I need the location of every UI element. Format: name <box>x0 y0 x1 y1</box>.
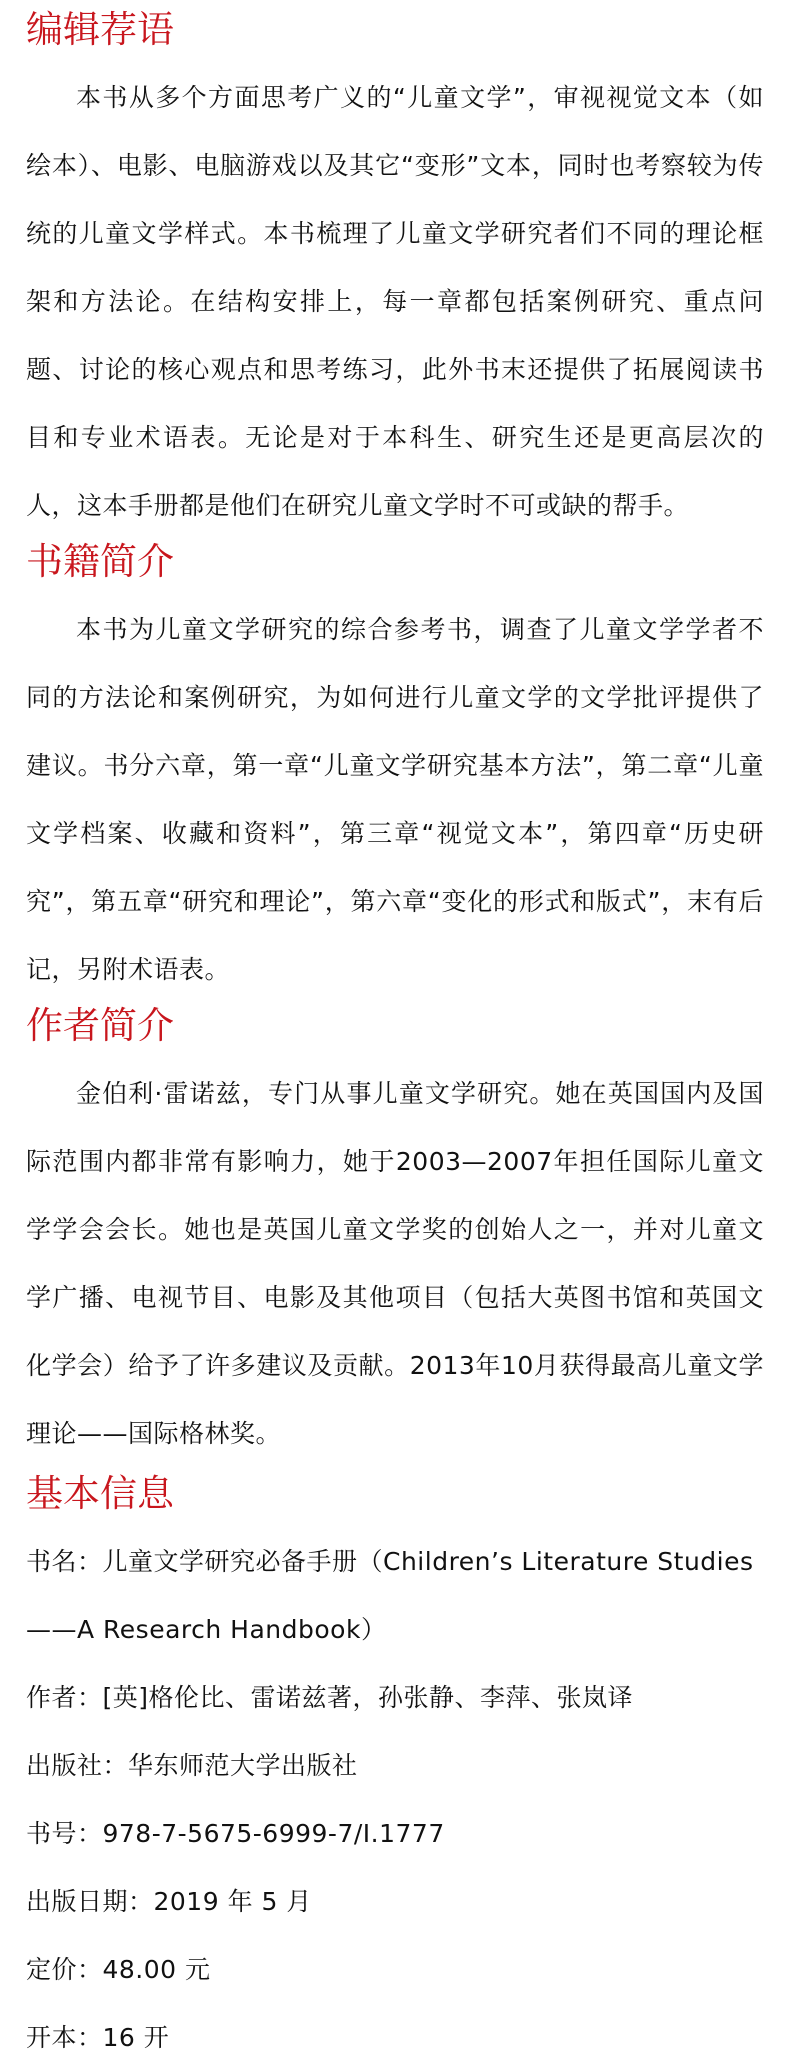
section-title-book-intro: 书籍简介 <box>26 540 174 583</box>
editor-recommendation-text: 本书从多个方面思考广义的“儿童文学”，审视视觉文本（如绘本）、电影、电脑游戏以及其它“变形”文本，同时也考察较为传统的儿童文学样式。本书梳理了儿童文学研究者们不同的理论框架和方法论。在结构安排上，每一章都包括案例研究、重点问题、讨论的核心观点和思考练习，此外书末还提供了拓展阅读书目和专业术语表。无论是对于本科生、研究生还是更高层次的人，这本手册都是他们在研究儿童文学时不可或缺的帮手。 <box>26 83 764 520</box>
info-isbn: 书号：978-7-5675-6999-7/I.1777 <box>26 1819 445 1848</box>
section-title-editor-recommendation: 编辑荐语 <box>26 8 174 51</box>
book-intro-text: 本书为儿童文学研究的综合参考书，调查了儿童文学学者不同的方法论和案例研究，为如何进行儿童文学的文学批评提供了建议。书分六章，第一章“儿童文学研究基本方法”，第二章“儿童文学档案、收藏和资料”，第三章“视觉文本”，第四章“历史研究”，第五章“研究和理论”，第六章“变化的形式和版式”，末有后记，另附术语表。 <box>26 615 764 984</box>
info-pub-date: 出版日期：2019 年 5 月 <box>26 1887 312 1916</box>
author-intro-text: 金伯利·雷诺兹，专门从事儿童文学研究。她在英国国内及国际范围内都非常有影响力，她于2003—2007年担任国际儿童文学学会会长。她也是英国儿童文学奖的创始人之一，并对儿童文学广播、电视节目、电影及其他项目（包括大英图书馆和英国文化学会）给予了许多建议及贡献。2013年10月获得最高儿童文学理论——国际格林奖。 <box>26 1079 764 1448</box>
article-page <box>0 8 790 2052</box>
basic-info-list <box>26 1528 764 2072</box>
info-publisher: 出版社：华东师范大学出版社 <box>26 1751 358 1780</box>
section-title-basic-info: 基本信息 <box>26 1472 174 1515</box>
info-authors: 作者：[英]格伦比、雷诺兹著，孙张静、李萍、张岚译 <box>26 1683 634 1712</box>
section-title-author-intro: 作者简介 <box>26 1004 174 1047</box>
info-format: 开本：16 开 <box>26 2023 170 2052</box>
info-price: 定价：48.00 元 <box>26 1955 211 1984</box>
info-book-name: 书名：儿童文学研究必备手册（Children’s Literature Studies——A Research Handbook） <box>26 1547 754 1644</box>
